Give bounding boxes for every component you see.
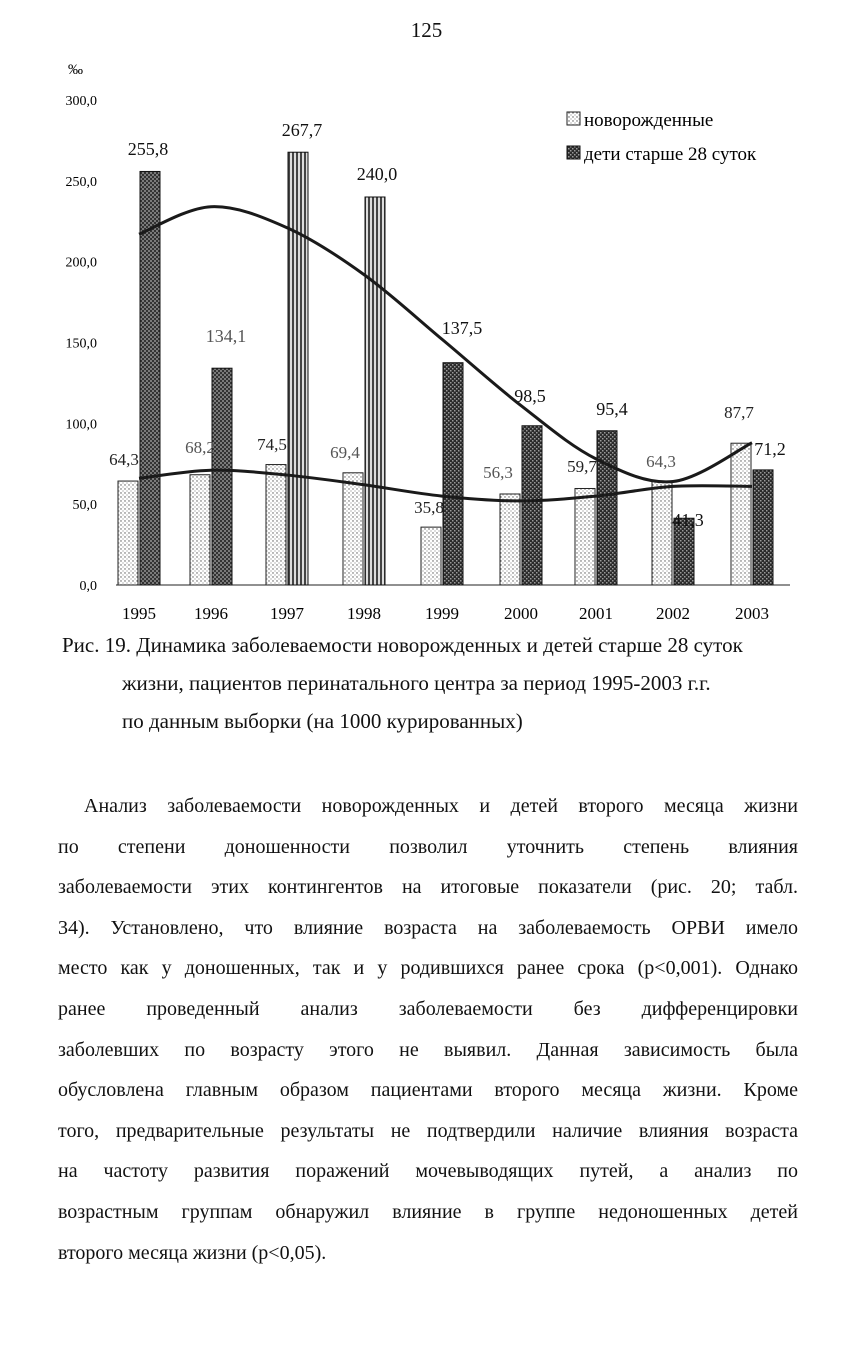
x-tick-label: 1997 — [270, 604, 304, 623]
bar-newborns — [343, 473, 363, 585]
data-label-newborns: 64,3 — [646, 452, 676, 471]
text-line: место как у доношенных, так и у родившихся ранее срока (p<0,001). Однако — [58, 957, 798, 980]
text-line: 34). Установлено, что влияние возраста на заболеваемость ОРВИ имело — [58, 916, 798, 939]
x-tick-label: 1998 — [347, 604, 381, 623]
text-line: на частоту развития поражений мочевыводящих путей, а анализ по — [58, 1160, 798, 1183]
bar-newborns — [421, 527, 441, 585]
data-label-older-infants: 255,8 — [127, 139, 169, 159]
y-axis-label: ‰ — [68, 62, 83, 78]
bar-older-infants — [365, 197, 385, 585]
legend-swatch-older-infants — [567, 146, 580, 159]
y-tick-label: 200,0 — [65, 255, 97, 271]
data-label-newborns: 64,3 — [109, 450, 139, 469]
legend-swatch-newborns — [567, 112, 580, 125]
text-line: ранее проведенный анализ заболеваемости без дифференцировки — [58, 997, 798, 1020]
data-label-older-infants: 134,1 — [205, 326, 247, 346]
bar-newborns — [118, 481, 138, 585]
bar-older-infants — [288, 152, 308, 585]
caption-line: Рис. 19. Динамика заболеваемости новорожденных и детей старше 28 суток — [62, 633, 743, 657]
caption-line: жизни, пациентов перинатального центра за период 1995-2003 г.г. — [122, 671, 711, 695]
bar-newborns — [190, 475, 210, 585]
bar-older-infants — [753, 470, 773, 585]
bar-newborns — [500, 494, 520, 585]
x-tick-label: 2000 — [504, 604, 538, 623]
text-line: по степени доношенности позволил уточнить степень влияния — [58, 835, 798, 858]
text-line: возрастным группам обнаружил влияние в группе недоношенных детей — [58, 1200, 798, 1223]
body-paragraph — [58, 786, 798, 1273]
text-line: заболевших по возрасту этого не выявил. Данная зависимость была — [58, 1038, 798, 1061]
y-tick-label: 250,0 — [65, 174, 97, 190]
data-label-older-infants: 240,0 — [356, 164, 398, 184]
legend-label-older-infants: дети старше 28 суток — [584, 144, 757, 165]
bar-newborns — [575, 488, 595, 585]
data-label-newborns: 35,8 — [414, 498, 444, 517]
page-number: 125 — [410, 18, 443, 42]
data-label-older-infants: 95,4 — [596, 399, 628, 419]
x-tick-label: 2001 — [579, 604, 613, 623]
data-label-newborns: 68,2 — [185, 438, 215, 457]
bar-older-infants — [522, 426, 542, 585]
bar-older-infants — [443, 363, 463, 585]
morbidity-chart — [0, 0, 853, 630]
y-tick-label: 50,0 — [72, 498, 97, 514]
y-tick-label: 300,0 — [65, 94, 97, 109]
data-label-older-infants: 267,7 — [281, 120, 323, 140]
figure-caption — [62, 626, 802, 740]
bar-newborns — [652, 481, 672, 585]
caption-line: по данным выборки (на 1000 курированных) — [122, 709, 523, 733]
data-label-older-infants: 41,3 — [672, 510, 704, 530]
bar-newborns — [731, 443, 751, 585]
data-label-older-infants: 98,5 — [514, 386, 546, 406]
data-label-newborns: 56,3 — [483, 463, 513, 482]
x-axis — [122, 604, 769, 623]
x-tick-label: 2003 — [735, 604, 769, 623]
bar-newborns — [266, 465, 286, 585]
y-tick-label: 100,0 — [65, 417, 97, 433]
x-tick-label: 1999 — [425, 604, 459, 623]
text-line: заболеваемости этих контингентов на итоговые показатели (рис. 20; табл. — [58, 876, 798, 899]
x-tick-label: 2002 — [656, 604, 690, 623]
text-line: обусловлена главным образом пациентами второго месяца жизни. Кроме — [58, 1079, 798, 1102]
x-tick-label: 1996 — [194, 604, 228, 623]
legend — [567, 110, 757, 165]
bar-older-infants — [597, 431, 617, 585]
text-line: того, предварительные результаты не подтвердили наличие влияния возраста — [58, 1119, 798, 1142]
y-tick-label: 0,0 — [79, 579, 97, 594]
data-label-newborns: 59,7 — [567, 457, 597, 476]
data-label-older-infants: 71,2 — [754, 439, 786, 459]
text-line: Анализ заболеваемости новорожденных и детей второго месяца жизни — [84, 795, 798, 817]
x-tick-label: 1995 — [122, 604, 156, 623]
data-label-newborns: 69,4 — [330, 443, 360, 462]
text-line: второго месяца жизни (p<0,05). — [58, 1241, 327, 1264]
data-label-newborns: 87,7 — [724, 403, 754, 422]
legend-label-newborns: новорожденные — [584, 110, 714, 131]
bar-older-infants — [212, 368, 232, 585]
y-tick-label: 150,0 — [65, 336, 97, 352]
data-label-older-infants: 137,5 — [441, 318, 483, 338]
data-label-newborns: 74,5 — [257, 435, 287, 454]
